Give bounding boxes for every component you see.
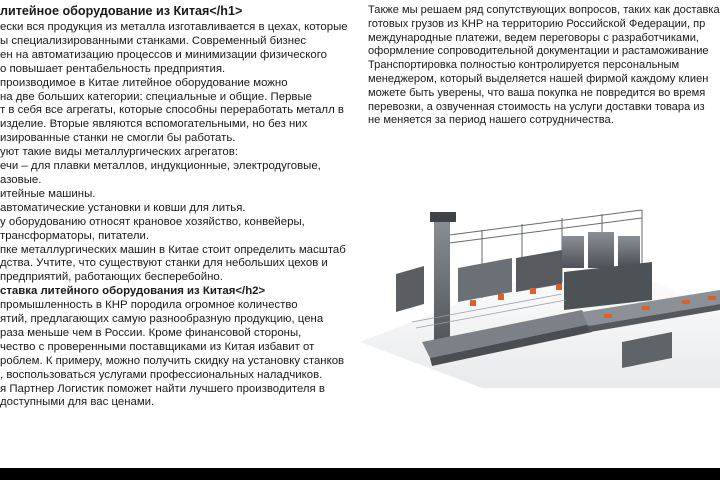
text-line: роблем. К примеру, можно получить скидку на установку станков: [0, 354, 345, 367]
text-line: о повышает рентабельность предприятия.: [0, 62, 226, 75]
text-line: изделие. Вторые являются вспомогательными, но без них: [0, 118, 308, 131]
text-line: чество с проверенными поставщиками из Китая избавит от: [0, 340, 315, 353]
foundry-line-illustration: [352, 192, 720, 388]
tower-top: [430, 212, 456, 222]
text-line: у оборудованию относят крановое хозяйство, конвейеры,: [0, 215, 305, 228]
text-line: я Партнер Логистик поможет найти лучшего производителя в: [0, 382, 325, 395]
list-item: ечи – для плавки металлов, индукционные, электродуговые,: [0, 160, 321, 173]
text-line: международные платежи, ведем переговоры с разработчиками,: [368, 31, 700, 44]
text-line: , воспользоваться услугами профессиональных наладчиков.: [0, 368, 323, 381]
list-item: итейные машины.: [0, 187, 96, 200]
silo: [562, 236, 584, 268]
text-line: на две больших категории: специальные и общие. Первые: [0, 90, 312, 103]
text-line: уют такие виды металлургических агрегатов:: [0, 146, 238, 159]
text-line: трансформаторы, питатели.: [0, 229, 150, 242]
elevator-tower: [434, 218, 450, 352]
text-line: менеджером, который выделяется нашей фирмой каждому клиен: [368, 72, 709, 85]
text-line: промышленность в КНР породила огромное количество: [0, 299, 298, 312]
silo: [618, 236, 640, 266]
bottom-bar: [0, 468, 720, 480]
silo: [588, 232, 614, 268]
text-line: ятий, предлагающих самую разнообразную продукцию, цена: [0, 313, 324, 326]
article-title: литейное оборудование из Китая</h1>: [0, 4, 243, 18]
section-heading: ставка литейного оборудования из Китая</h2>: [0, 285, 266, 298]
text-line: дства. Учтите, что существуют станки для небольших цехов и: [0, 257, 328, 270]
text-line: т в себя все агрегаты, которые способны переработать металл в: [0, 104, 344, 117]
list-item: автоматические установки и ковши для литья.: [0, 201, 246, 214]
text-line: изированные станки не смогли бы работать.: [0, 132, 236, 145]
article-left-column: [0, 0, 360, 468]
text-line: перевозки, а озвученная стоимость на услуги доставки товара из: [368, 100, 705, 113]
list-item: азовые.: [0, 173, 42, 186]
text-line: пке металлургических машин в Китае стоит определить масштаб: [0, 243, 346, 256]
text-line: не меняется за период нашего сотрудничества.: [368, 114, 614, 127]
text-line: оформление сопроводительной документации и растаможивание: [368, 45, 709, 58]
text-line: готовых грузов из КНР на территорию Российской Федерации, пр: [368, 17, 706, 30]
text-line: Также мы решаем ряд сопутствующих вопросов, таких как доставка: [368, 4, 720, 16]
text-line: производимое в Китае литейное оборудование можно: [0, 76, 288, 89]
text-line: ески вся продукция из металла изготавливается в цехах, которые: [0, 21, 348, 33]
text-line: доступными для вас ценами.: [0, 396, 155, 409]
text-line: ен на автоматизацию процессов и минимизации физического: [0, 48, 327, 61]
hopper: [396, 266, 424, 312]
text-line: можете быть уверены, что ваша покупка не повредится во время: [368, 86, 706, 99]
text-line: ы специализированными станками. Современный бизнес: [0, 34, 307, 47]
article-right-column: [368, 4, 720, 144]
text-line: предприятий, работающих бесперебойно.: [0, 271, 223, 284]
text-line: раза меньше чем в России. Кроме финансовой стороны,: [0, 326, 302, 339]
text-line: Транспортировка полностью контролируется персональным: [368, 59, 680, 72]
